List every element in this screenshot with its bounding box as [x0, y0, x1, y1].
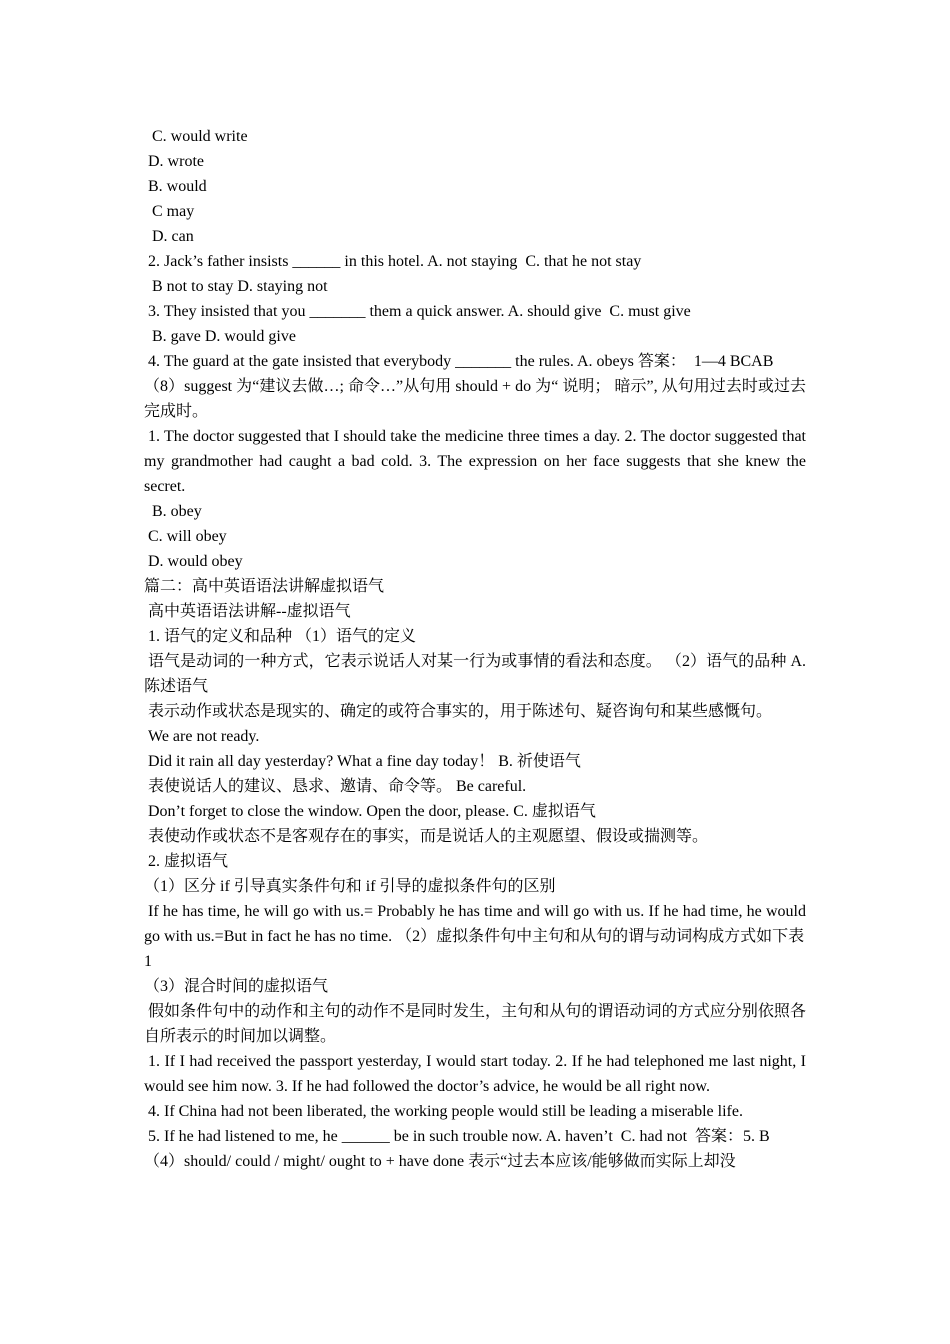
text-line: 语气是动词的一种方式，它表示说话人对某一行为或事情的看法和态度。 （2）语气的品种 A. 陈述语气 — [144, 653, 810, 695]
text-line: We are not ready. — [148, 728, 260, 745]
text-line: （8）suggest 为“建议去做…; 命令…”从句用 should + do 为“ 说明； 暗示”, 从句用过去时或过去完成时。 — [144, 378, 806, 420]
text-line: D. wrote — [148, 153, 204, 170]
text-line: 1. If I had received the passport yesterday, I would start today. 2. If he had telephoned me last night, I would see him now. 3. If he had followed the doctor’s advice, he would be all right now. — [144, 1053, 810, 1095]
text-line: 4. The guard at the gate insisted that everybody _______ the rules. A. obeys 答案： 1—4 BCAB — [148, 353, 774, 370]
section-heading: 篇二：高中英语语法讲解虚拟语气 — [144, 578, 385, 595]
text-line: B. gave D. would give — [148, 328, 296, 345]
text-line: B. would — [148, 178, 207, 195]
text-line: 5. If he had listened to me, he ______ be in such trouble now. A. haven’t C. had not 答案：5. B — [148, 1128, 770, 1145]
document-page — [144, 124, 810, 1174]
text-line: C. would write — [148, 128, 248, 145]
text-line: Did it rain all day yesterday? What a fine day today！ B. 祈使语气 — [148, 753, 581, 770]
text-line: 1. 语气的定义和品种 （1）语气的定义 — [148, 628, 417, 645]
text-line: 1. The doctor suggested that I should take the medicine three times a day. 2. The doctor suggested that my grandmother had caught a bad cold. 3. The expression on her face suggests that she knew the secret. — [144, 428, 810, 495]
text-line: C. will obey — [148, 528, 227, 545]
text-line: Don’t forget to close the window. Open the door, please. C. 虚拟语气 — [148, 803, 596, 820]
text-line: 表使动作或状态不是客观存在的事实，而是说话人的主观愿望、假设或揣测等。 — [148, 828, 709, 845]
text-line: B not to stay D. staying not — [148, 278, 328, 295]
text-line: If he has time, he will go with us.= Probably he has time and will go with us. If he had time, he would go with us.=But in fact he has no time. （2）虚拟条件句中主句和从句的谓与动词构成方式如下表 — [144, 903, 810, 945]
text-line: 4. If China had not been liberated, the working people would still be leading a miserable life. — [148, 1103, 743, 1120]
text-line: 1 — [144, 953, 152, 970]
text-line: 假如条件句中的动作和主句的动作不是同时发生，主句和从句的谓语动词的方式应分别依照各自所表示的时间加以调整。 — [144, 1003, 806, 1045]
text-line: 3. They insisted that you _______ them a quick answer. A. should give C. must give — [148, 303, 691, 320]
text-line: 2. Jack’s father insists ______ in this hotel. A. not staying C. that he not stay — [148, 253, 642, 270]
text-line: （1）区分 if 引导真实条件句和 if 引导的虚拟条件句的区别 — [144, 878, 556, 895]
text-line: B. obey — [148, 503, 202, 520]
text-line: （3）混合时间的虚拟语气 — [144, 978, 329, 995]
text-line: C may — [148, 203, 195, 220]
text-line: （4）should/ could / might/ ought to + have done 表示“过去本应该/能够做而实际上却没 — [144, 1153, 736, 1170]
text-line: 表使说话人的建议、恳求、邀请、命令等。 Be careful. — [148, 778, 527, 795]
section-title: 高中英语语法讲解--虚拟语气 — [148, 603, 351, 620]
text-line: 表示动作或状态是现实的、确定的或符合事实的，用于陈述句、疑咨询句和某些感慨句。 — [148, 703, 773, 720]
text-line: 2. 虚拟语气 — [148, 853, 229, 870]
text-line: D. would obey — [148, 553, 243, 570]
text-line: D. can — [148, 228, 194, 245]
